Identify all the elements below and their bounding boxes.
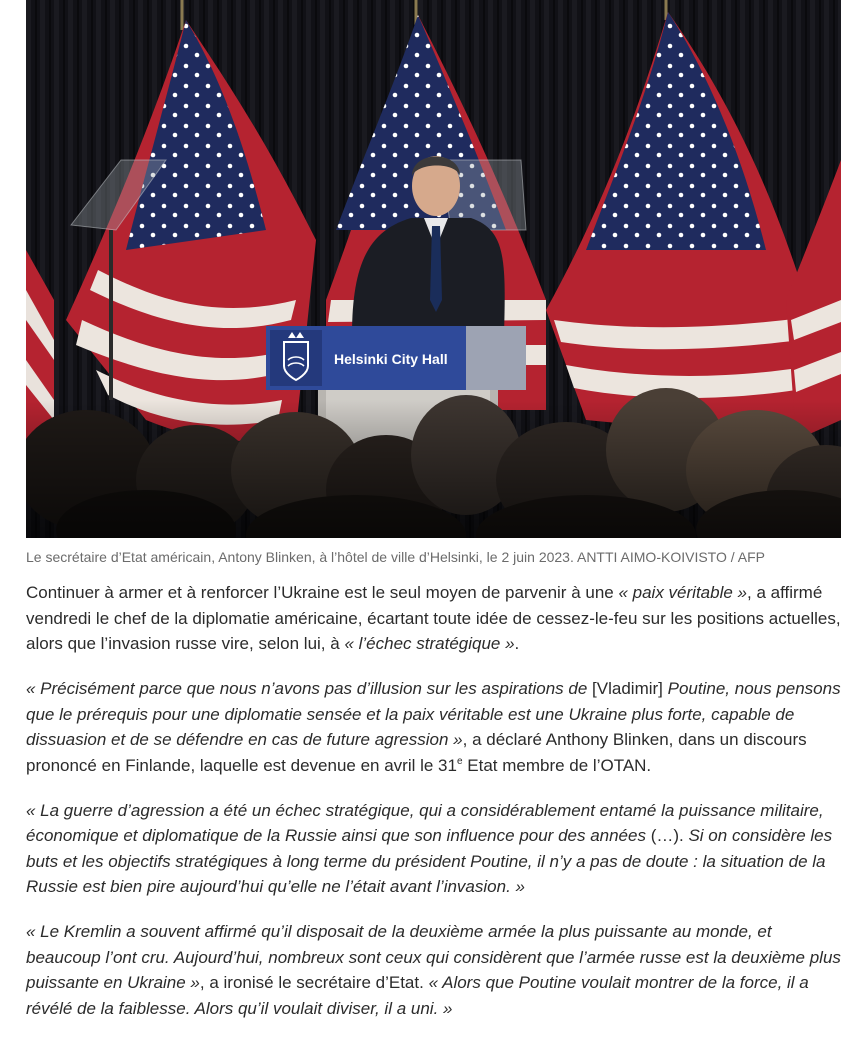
paragraph-text: Continuer à armer et à renforcer l’Ukraine est le seul moyen de parvenir à une [26,583,619,602]
article-paragraph-3 [26,798,846,900]
quote-text: Poutine, nous pensons que le prérequis pour une diplomatie sensée et la paix véritable est une Ukraine plus forte, capable de dissuasion et de se défendre en cas de future agression » [26,679,841,749]
paragraph-text: , a déclaré Anthony Blinken, dans un discours prononcé en Finlande, laquelle est devenue en avril le 31 [26,730,807,775]
quote-text: « Précisément parce que nous n’avons pas d’illusion sur les aspirations de [26,679,593,698]
paragraph-text: , a affirmé vendredi le chef de la diplomatie américaine, écartant toute idée de cessez-le-feu sur les positions actuelles, alors que l’invasion russe vire, selon lui, à [26,583,841,653]
article-paragraph-2 [26,676,846,778]
paragraph-text: , a ironisé le secrétaire d’Etat. [199,973,429,992]
article-photo [26,0,841,538]
quote-text: Si on considère les buts et les objectifs stratégiques à long terme du président Poutine, il n’y a pas de doute : la situation de la Russie est bien pire aujourd’hui qu’elle ne l’était avant l’invasion. » [26,826,833,896]
article-body [26,580,846,1041]
paragraph-text: Etat membre de l’OTAN. [462,755,652,775]
article-paragraph-1 [26,580,846,657]
paragraph-text: . [514,634,520,653]
audience [26,388,841,538]
photo-caption [26,547,856,567]
quote-text: « Alors que Poutine voulait montrer de la force, il a révélé de la faiblesse. Alors qu’il voulait diviser, il a uni. » [26,973,809,1018]
podium-sign-text: Helsinki City Hall [334,351,448,367]
article-paragraph-4 [26,919,846,1021]
paragraph-text: (…). [650,826,684,845]
ordinal-superscript: e [456,755,463,767]
quote-text: « l’échec stratégique » [344,634,515,653]
caption-credit: ANTTI AIMO-KOIVISTO / AFP [576,549,765,565]
caption-text: Le secrétaire d’Etat américain, Antony Blinken, à l’hôtel de ville d’Helsinki, le 2 juin 2023. [26,549,574,565]
quote-text: « Le Kremlin a souvent affirmé qu’il disposait de la deuxième armée la plus puissante au monde, et beaucoup l’ont cru. Aujourd’hui, nombreux sont ceux qui considèrent que l’armée russe est la deuxième plus puissante en Ukraine » [26,922,841,992]
paragraph-text: [Vladimir] [592,679,663,698]
quote-text: « La guerre d’agression a été un échec stratégique, qui a considérablement entamé la puissance militaire, économique et diplomatique de la Russie ainsi que son influence pour des années [26,800,824,845]
quote-text: « paix véritable » [618,583,747,602]
